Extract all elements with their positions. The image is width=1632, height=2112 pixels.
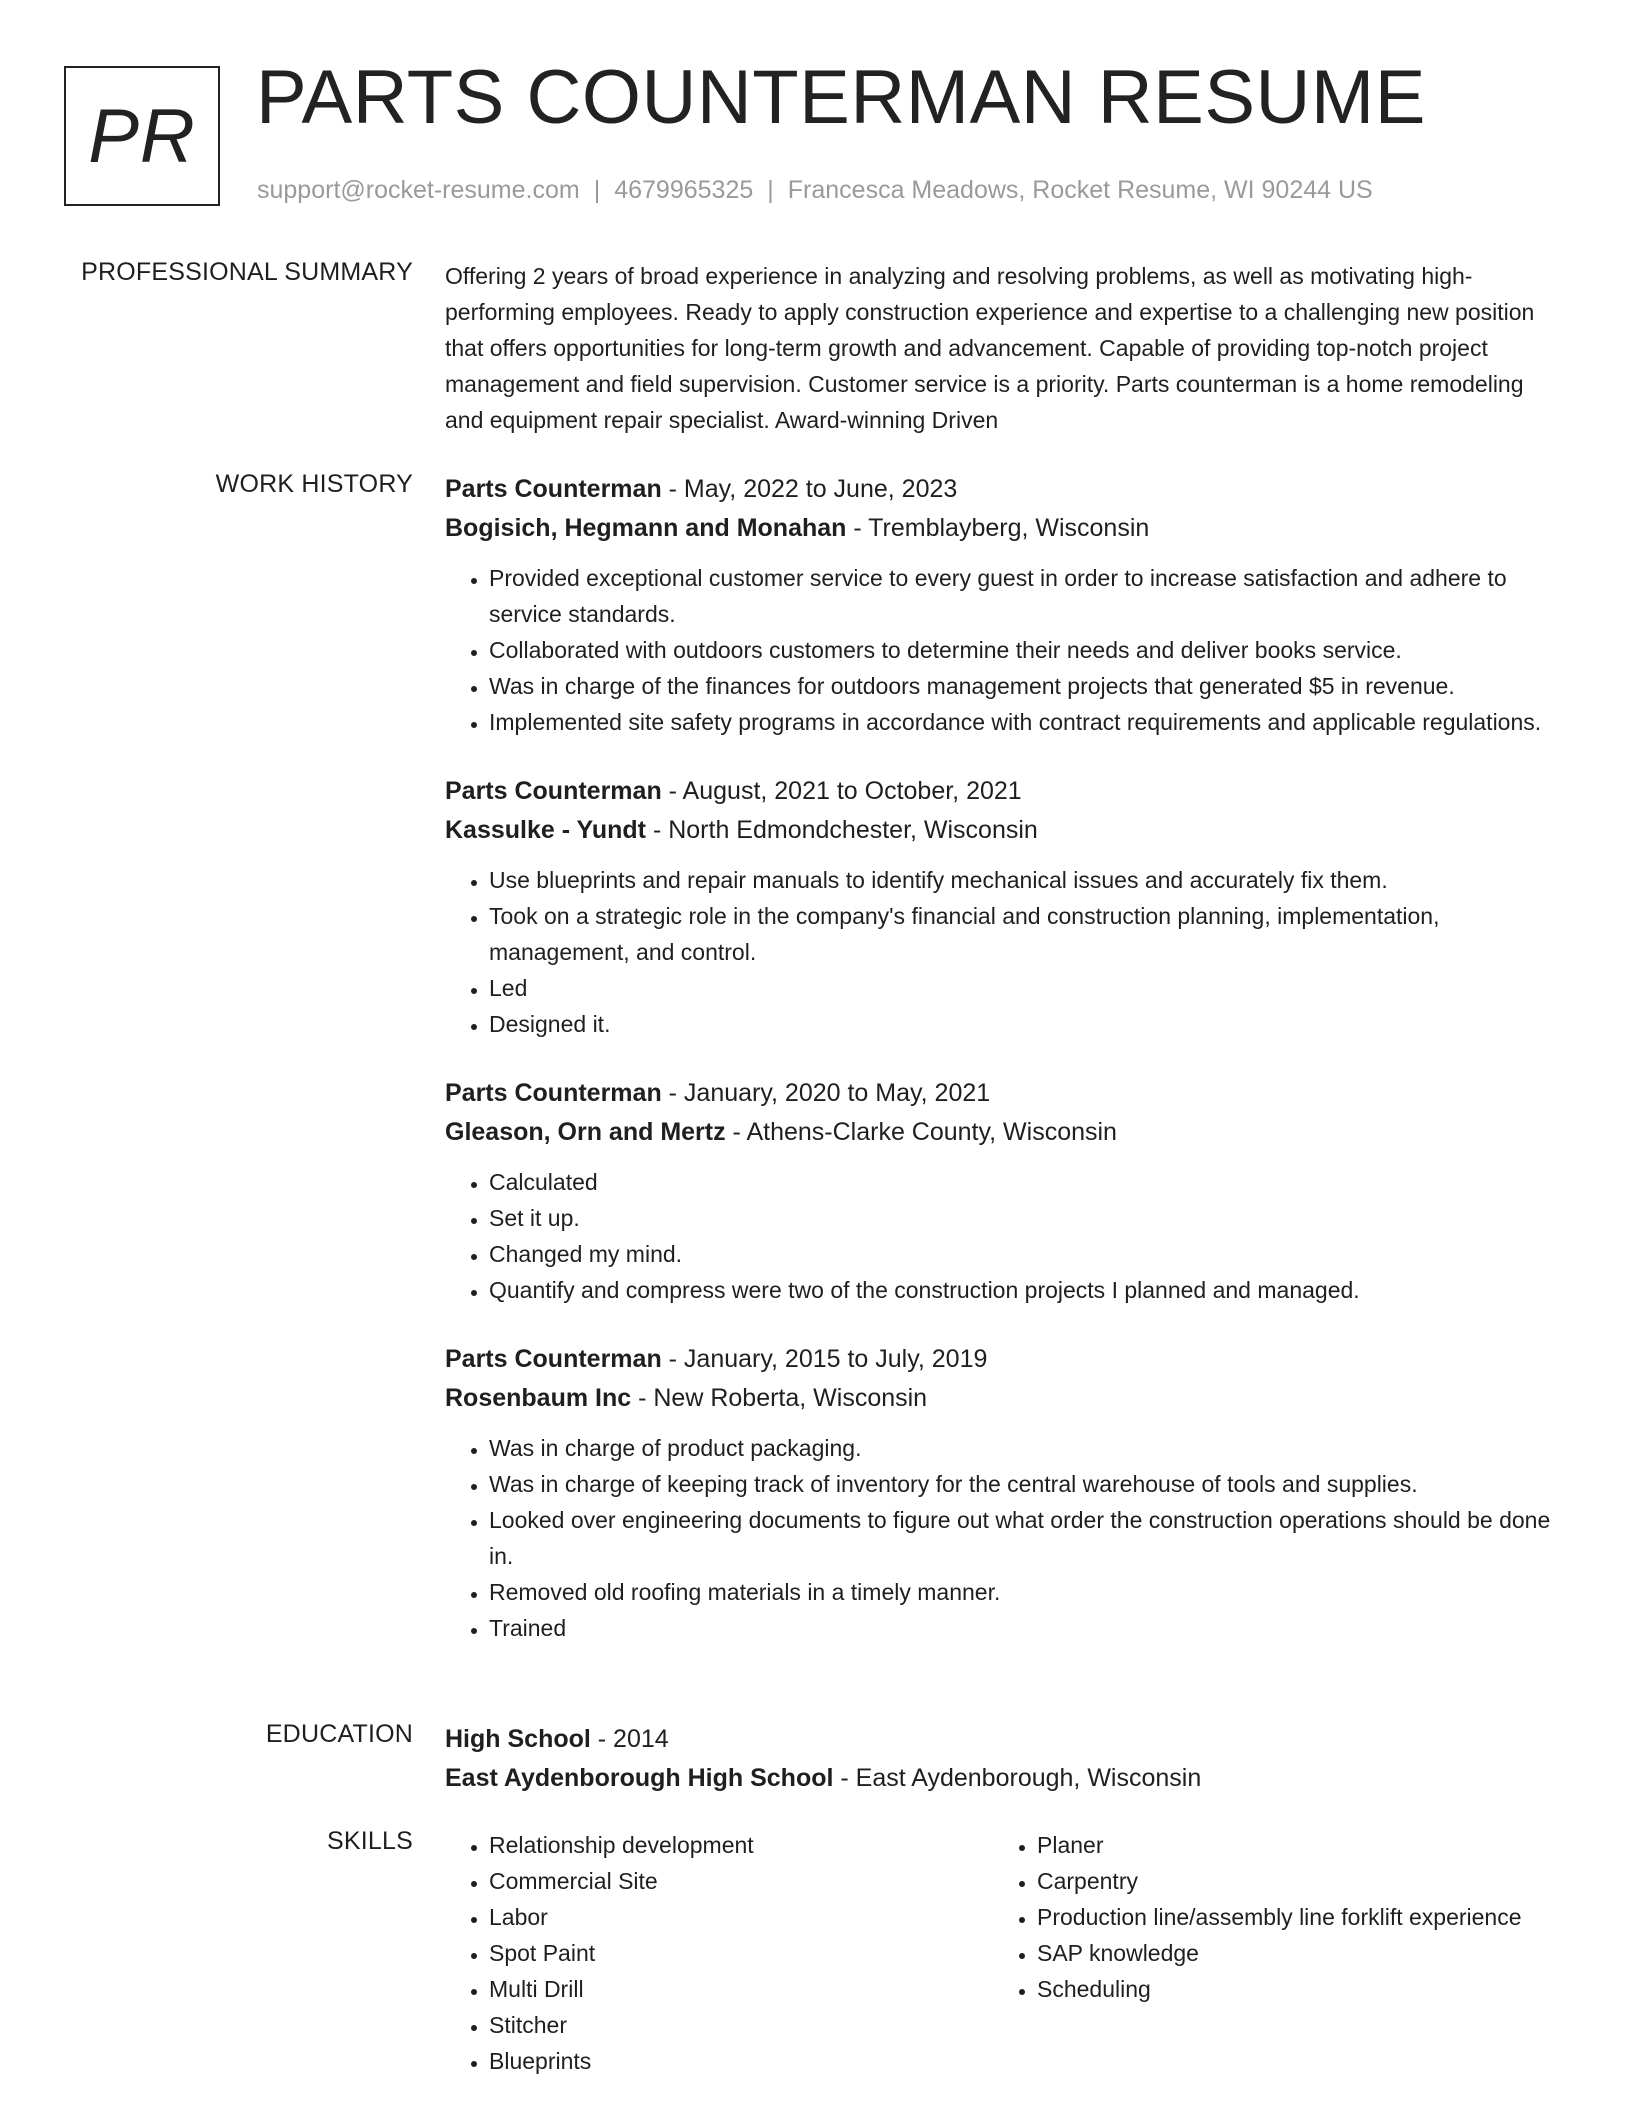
job-bullet: • Changed my mind. (489, 1236, 1560, 1272)
job-bullet: • Took on a strategic role in the company's financial and construction planning, implementation, management, and control. (489, 898, 1560, 970)
job-dates: - August, 2021 to October, 2021 (661, 777, 1022, 805)
education-body (445, 1720, 1560, 1798)
skill-item: • Blueprints (489, 2043, 993, 2079)
job-bullet: • Designed it. (489, 1006, 1560, 1042)
contact-separator: | (593, 176, 601, 204)
job-bullet: • Collaborated with outdoors customers to determine their needs and deliver books service. (489, 632, 1560, 668)
skill-item: • Relationship development (489, 1827, 993, 1863)
job-company-line (445, 811, 1560, 850)
job-bullets (445, 1164, 1560, 1308)
monogram-logo: PR (64, 66, 220, 206)
job-title: Parts Counterman (445, 777, 662, 805)
education-degree: High School (445, 1725, 591, 1753)
contact-address: Francesca Meadows, Rocket Resume, WI 90244 US (787, 176, 1373, 204)
job-bullet: • Quantify and compress were two of the construction projects I planned and managed. (489, 1272, 1560, 1308)
job-bullet: • Led (489, 970, 1560, 1006)
job-entry (445, 470, 1560, 740)
work-history-body (445, 470, 1560, 1678)
job-title: Parts Counterman (445, 1079, 662, 1107)
section-label-summary: PROFESSIONAL SUMMARY (81, 258, 413, 286)
job-company: Gleason, Orn and Mertz (445, 1118, 726, 1146)
contact-line (257, 176, 1373, 205)
skill-item: • Labor (489, 1899, 993, 1935)
job-entry (445, 1074, 1560, 1308)
job-bullet: • Use blueprints and repair manuals to identify mechanical issues and accurately fix them. (489, 862, 1560, 898)
skills-list-right (993, 1827, 1541, 2007)
job-dates: - May, 2022 to June, 2023 (661, 475, 958, 503)
job-title: Parts Counterman (445, 1345, 662, 1373)
education-school-line (445, 1759, 1560, 1798)
job-bullet: • Was in charge of product packaging. (489, 1430, 1560, 1466)
job-entry (445, 772, 1560, 1042)
job-bullets (445, 1430, 1560, 1646)
summary-text: Offering 2 years of broad experience in analyzing and resolving problems, as well as motivating high-performing employees. Ready to apply construction experience and expertise to a challenging new position that offers opportunities for long-term growth and advancement. Capable of providing top-notch project management and field supervision. Customer service is a priority. Parts counterman is a home remodeling and equipment repair specialist. Award-winning Driven (445, 263, 1535, 433)
job-bullet: • Removed old roofing materials in a timely manner. (489, 1574, 1560, 1610)
skills-column-right (993, 1827, 1541, 2079)
job-dates: - January, 2015 to July, 2019 (661, 1345, 988, 1373)
job-bullet: • Trained (489, 1610, 1560, 1646)
contact-phone: 4679965325 (614, 176, 754, 204)
section-label-skills: SKILLS (327, 1827, 413, 1855)
section-label-education: EDUCATION (265, 1720, 413, 1748)
summary-body (445, 258, 1560, 438)
resume-title: PARTS COUNTERMAN RESUME (256, 55, 1426, 140)
job-company: Kassulke - Yundt (445, 816, 646, 844)
skill-item: • Planer (1037, 1827, 1541, 1863)
job-bullet: • Was in charge of keeping track of inventory for the central warehouse of tools and supplies. (489, 1466, 1560, 1502)
skill-item: • Stitcher (489, 2007, 993, 2043)
job-location: - New Roberta, Wisconsin (631, 1384, 928, 1412)
skill-item: • SAP knowledge (1037, 1935, 1541, 1971)
job-company: Rosenbaum Inc (445, 1384, 632, 1412)
education-year: - 2014 (590, 1725, 669, 1753)
skill-item: • Commercial Site (489, 1863, 993, 1899)
job-title: Parts Counterman (445, 475, 662, 503)
job-bullet: • Implemented site safety programs in accordance with contract requirements and applicable regulations. (489, 704, 1560, 740)
contact-email: support@rocket-resume.com (257, 176, 580, 204)
job-company: Bogisich, Hegmann and Monahan (445, 514, 847, 542)
job-location: - Athens-Clarke County, Wisconsin (725, 1118, 1117, 1146)
skill-item: • Production line/assembly line forklift experience (1037, 1899, 1541, 1935)
skill-item: • Multi Drill (489, 1971, 993, 2007)
job-dates: - January, 2020 to May, 2021 (661, 1079, 991, 1107)
job-bullets (445, 862, 1560, 1042)
job-bullets (445, 560, 1560, 740)
skill-item: • Carpentry (1037, 1863, 1541, 1899)
job-title-line (445, 1074, 1560, 1113)
skills-body (445, 1827, 1560, 2079)
job-bullet: • Set it up. (489, 1200, 1560, 1236)
job-company-line (445, 509, 1560, 548)
education-school: East Aydenborough High School (445, 1764, 834, 1792)
skill-item: • Scheduling (1037, 1971, 1541, 2007)
job-bullet: • Was in charge of the finances for outdoors management projects that generated $5 in revenue. (489, 668, 1560, 704)
job-title-line (445, 772, 1560, 811)
skills-list-left (445, 1827, 993, 2079)
job-location: - North Edmondchester, Wisconsin (646, 816, 1038, 844)
job-bullet: • Looked over engineering documents to figure out what order the construction operations should be done in. (489, 1502, 1560, 1574)
job-bullet: • Provided exceptional customer service to every guest in order to increase satisfaction and adhere to service standards. (489, 560, 1560, 632)
education-location: - East Aydenborough, Wisconsin (833, 1764, 1202, 1792)
job-company-line (445, 1379, 1560, 1418)
education-degree-line (445, 1720, 1560, 1759)
section-label-work-history: WORK HISTORY (215, 470, 413, 498)
job-title-line (445, 470, 1560, 509)
skill-item: • Spot Paint (489, 1935, 993, 1971)
contact-separator: | (767, 176, 774, 204)
job-entry (445, 1340, 1560, 1646)
job-title-line (445, 1340, 1560, 1379)
job-company-line (445, 1113, 1560, 1152)
skills-column-left (445, 1827, 993, 2079)
job-bullet: • Calculated (489, 1164, 1560, 1200)
job-location: - Tremblayberg, Wisconsin (846, 514, 1150, 542)
